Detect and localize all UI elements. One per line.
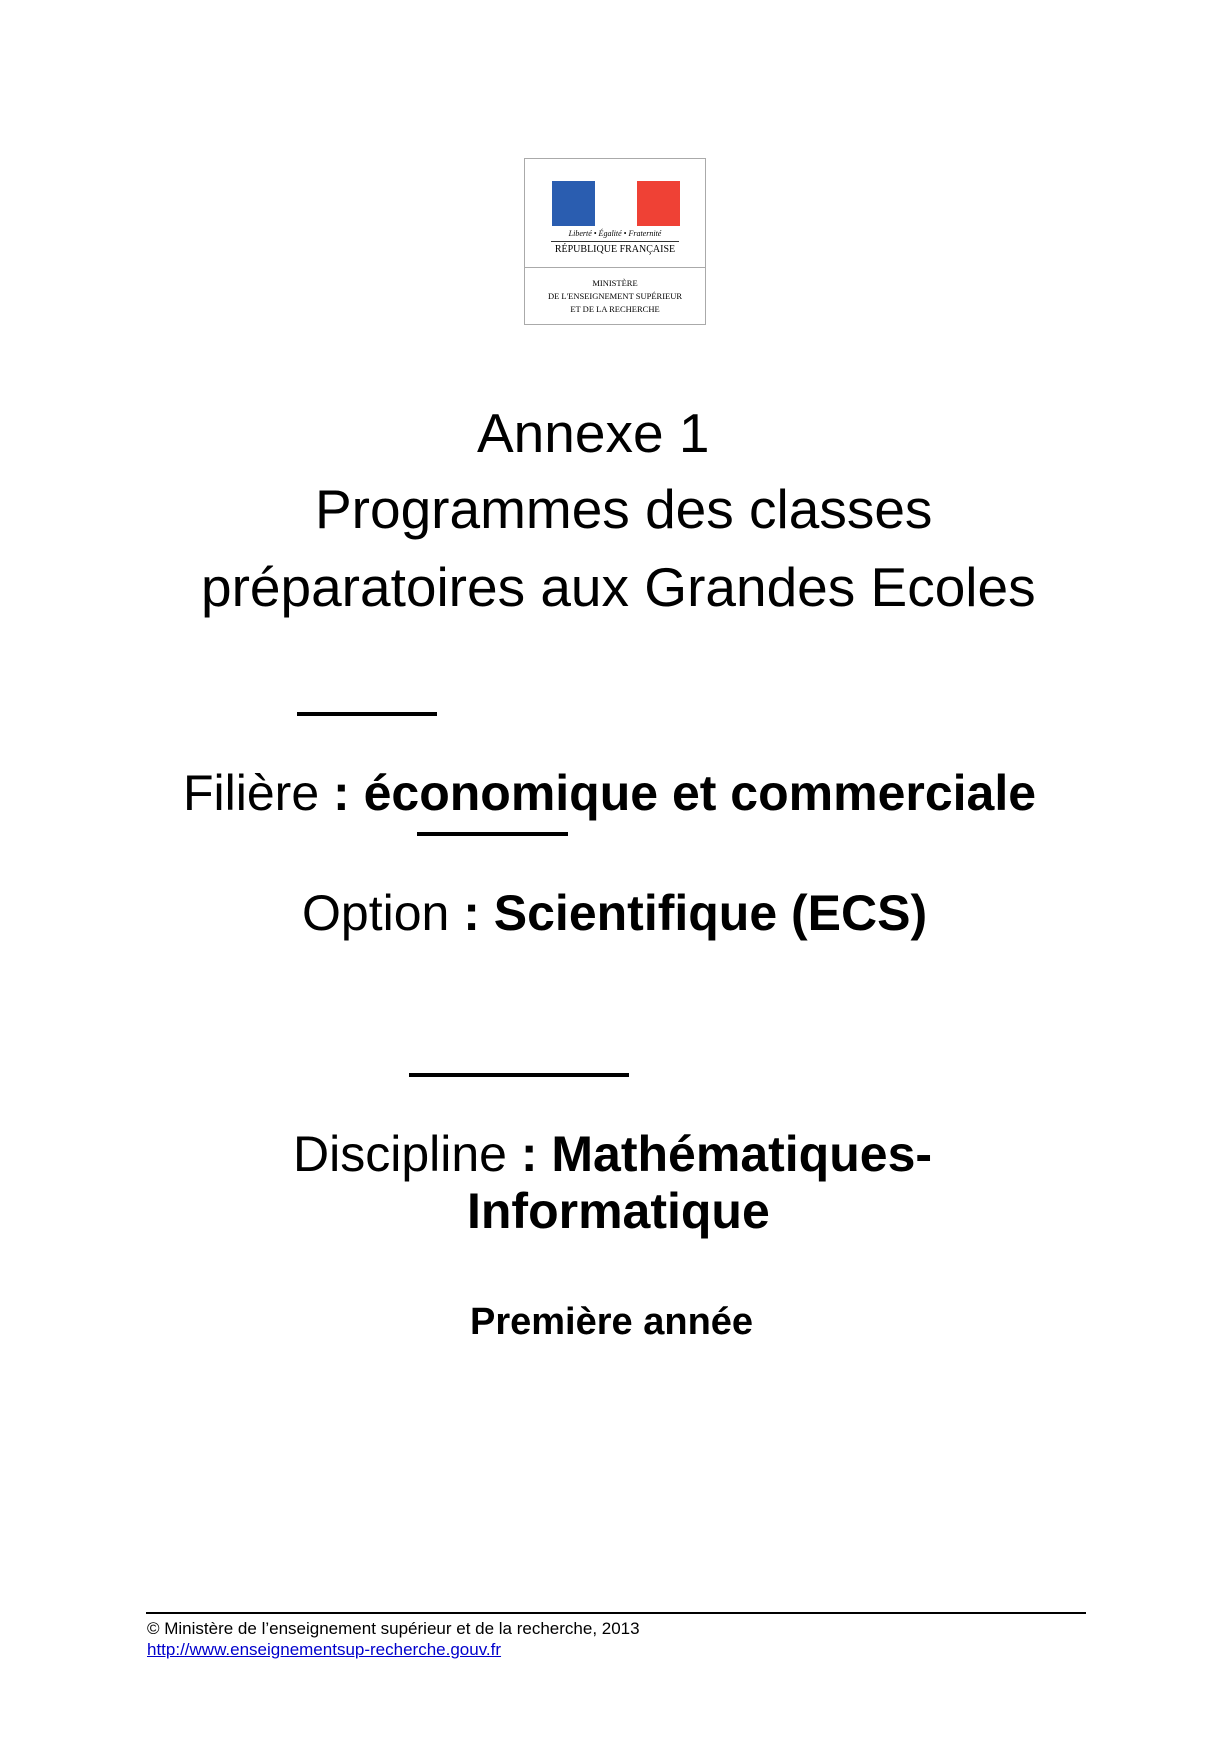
discipline-colon: : (520, 1126, 552, 1182)
footer-link[interactable]: http://www.enseignementsup-recherche.gouv.fr (147, 1640, 502, 1659)
marianne-flag-icon (552, 181, 680, 226)
logo-motto: Liberté • Égalité • Fraternité (568, 229, 662, 238)
footer-rule (146, 1612, 1086, 1614)
filiere-line (183, 764, 1036, 822)
logo-republic: RÉPUBLIQUE FRANÇAISE (551, 241, 679, 255)
discipline-line (293, 1125, 932, 1183)
filiere-colon: : (333, 765, 364, 821)
discipline-value-line2: Informatique (467, 1183, 770, 1239)
title-annexe: Annexe 1 (477, 402, 710, 464)
separator-rule (409, 1073, 629, 1077)
filiere-label: Filière (183, 765, 334, 821)
option-line (302, 884, 927, 942)
discipline-label: Discipline (293, 1126, 521, 1182)
option-colon: : (463, 885, 494, 941)
year-label: Première année (470, 1301, 754, 1343)
title-programmes: Programmes des classes (315, 478, 933, 540)
separator-rule (417, 832, 568, 836)
filiere-value: économique et commerciale (363, 765, 1037, 821)
footer-copyright: © Ministère de l’enseignement supérieur et de la recherche, 2013 (147, 1619, 640, 1638)
logo-ministry (525, 277, 705, 316)
logo-ministry-line: MINISTÈRE (592, 278, 638, 288)
logo-ministry-line: DE L'ENSEIGNEMENT SUPÉRIEUR (547, 291, 683, 301)
logo-divider (525, 267, 705, 268)
option-label: Option (302, 885, 464, 941)
ministry-logo (524, 158, 706, 325)
logo-ministry-line: ET DE LA RECHERCHE (570, 304, 660, 314)
option-value: Scientifique (ECS) (493, 885, 928, 941)
discipline-value: Mathématiques- (551, 1126, 933, 1182)
separator-rule (297, 712, 437, 716)
title-preparatoires: préparatoires aux Grandes Ecoles (201, 556, 1036, 618)
